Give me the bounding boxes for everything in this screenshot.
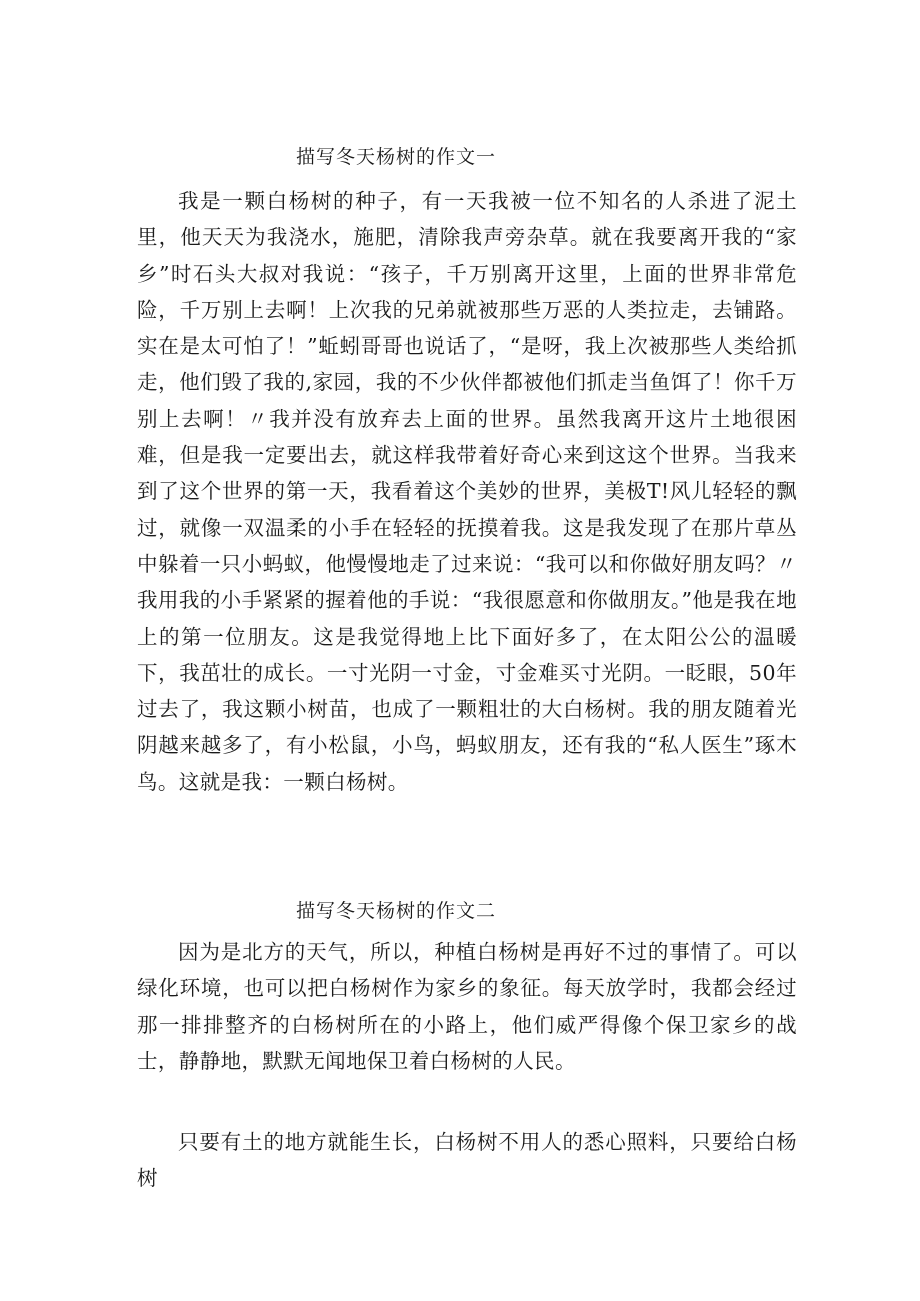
essay-title-1: 描写冬天杨树的作文一 <box>296 146 497 168</box>
essay-paragraph: 我是一颗白杨树的种子，有一天我被一位不知名的人杀进了泥土里，他天天为我浇水，施肥，清除我声旁杂草。就在我要离开我的“家乡”时石头大叔对我说：“孩子，千万别离开这里，上面的世界非常危险，千万别上去啊！上次我的兄弟就被那些万恶的人类拉走，去铺路。实在是太可怕了！”蚯蚓哥哥也说话了，“是呀，我上次被那些人类给抓走，他们毁了我的,家园，我的不少伙伴都被他们抓走当鱼饵了！你千万别上去啊！〃我并没有放弃去上面的世界。虽然我离开这片土地很困难，但是我一定要出去，就这样我带着好奇心来到这这个世界。当我来到了这个世界的第一天，我看着这个美妙的世界，美极T!风儿轻轻的飘过，就像一双温柔的小手在轻轻的抚摸着我。这是我发现了在那片草丛中躲着一只小蚂蚁，他慢慢地走了过来说：“我可以和你做好朋友吗？〃我用我的小手紧紧的握着他的手说：“我很愿意和你做朋友。”他是我在地上的第一位朋友。这是我觉得地上比下面好多了，在太阳公公的温暖下，我茁壮的成长。一寸光阴一寸金，寸金难买寸光阴。一眨眼，50年过去了，我这颗小树苗，也成了一颗粗壮的大白杨树。我的朋友随着光阴越来越多了，有小松鼠，小鸟，蚂蚁朋友，还有我的“私人医生”琢木鸟。这就是我：一颗白杨树。 <box>137 189 797 794</box>
essay-paragraph: 因为是北方的天气，所以，种植白杨树是再好不过的事情了。可以绿化环境，也可以把白杨树作为家乡的象征。每天放学时，我都会经过那一排排整齐的白杨树所在的小路上，他们威严得像个保卫家乡的战士，静静地，默默无闻地保卫着白杨树的人民。 <box>137 940 797 1073</box>
essay-paragraph: 只要有土的地方就能生长，白杨树不用人的悉心照料，只要给白杨树 <box>137 1130 797 1191</box>
essay-title-2: 描写冬天杨树的作文二 <box>296 900 497 922</box>
